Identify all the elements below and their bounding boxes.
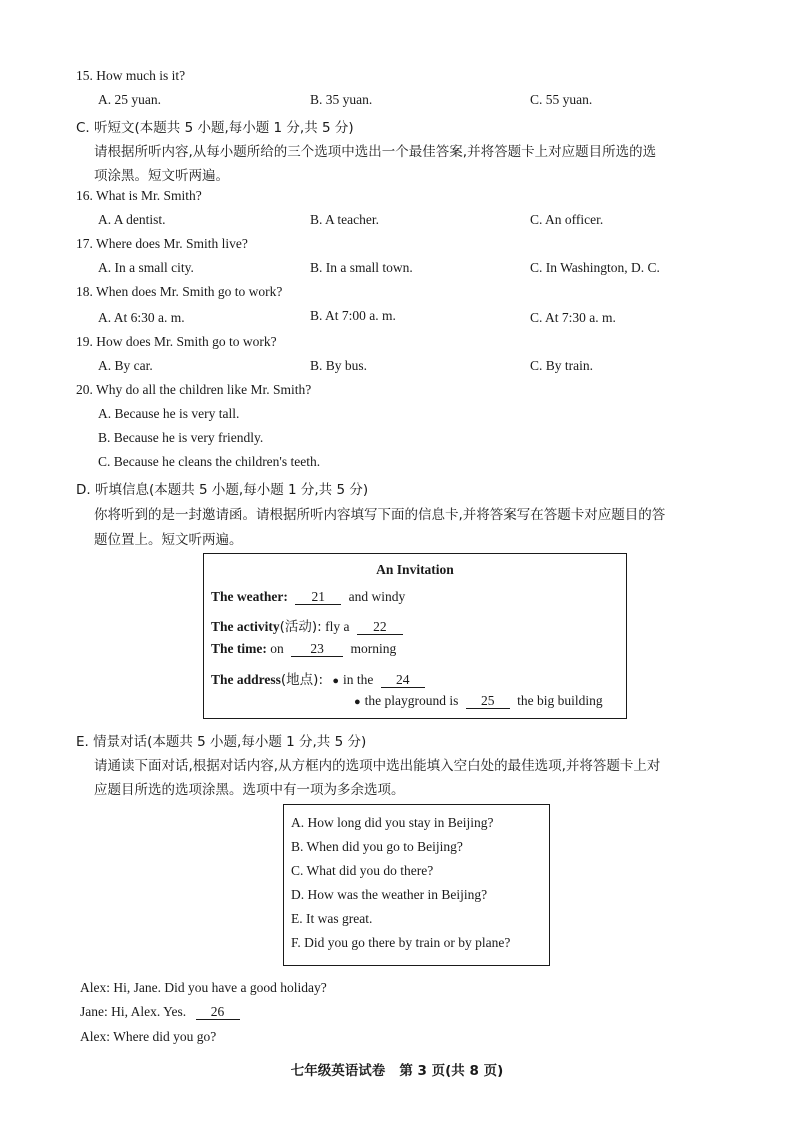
q16-option-c: C. An officer.: [530, 212, 604, 227]
invitation-title: An Invitation: [376, 562, 454, 577]
dialogue-line-3: Alex: Where did you go?: [80, 1029, 217, 1044]
weather-after-text: and windy: [348, 589, 406, 604]
section-e-heading: E. 情景对话(本题共 5 小题,每小题 1 分,共 5 分): [76, 734, 367, 750]
invitation-card: [203, 553, 627, 719]
bullet-icon: ●: [354, 696, 361, 708]
question-16-stem: 16. What is Mr. Smith?: [76, 188, 202, 203]
invitation-weather-row: [211, 589, 405, 605]
q20-option-a: A. Because he is very tall.: [98, 406, 240, 421]
section-d-instruction-line1: 你将听到的是一封邀请函。请根据所听内容填写下面的信息卡,并将答案写在答题卡对应题目的答: [94, 507, 666, 523]
option-d: D. How was the weather in Beijing?: [291, 887, 488, 902]
section-c-heading: C. 听短文(本题共 5 小题,每小题 1 分,共 5 分): [76, 120, 354, 136]
q16-option-a: A. A dentist.: [98, 212, 166, 227]
q19-option-b: B. By bus.: [310, 358, 368, 373]
address-line1-text: in the: [343, 672, 374, 687]
q20-option-b: B. Because he is very friendly.: [98, 430, 264, 445]
address-line2-text: the playground is: [364, 693, 459, 708]
q17-option-a: A. In a small city.: [98, 260, 194, 275]
section-c-instruction-line1: 请根据所听内容,从每小题所给的三个选项中选出一个最佳答案,并将答题卡上对应题目所选的选: [94, 144, 657, 160]
q20-option-c: C. Because he cleans the children's teeth.: [98, 454, 321, 469]
blank-22: 22: [357, 619, 403, 635]
section-d-instruction-line2: 题位置上。短文听两遍。: [94, 532, 243, 548]
q15-option-b: B. 35 yuan.: [310, 92, 373, 107]
time-text: on: [270, 641, 284, 656]
dialogue-line-2-text: Jane: Hi, Alex. Yes.: [80, 1004, 187, 1019]
question-18-stem: 18. When does Mr. Smith go to work?: [76, 284, 283, 299]
q19-option-a: A. By car.: [98, 358, 153, 373]
options-box: [283, 804, 550, 966]
section-e-instruction-line2: 应题目所选的选项涂黑。选项中有一项为多余选项。: [94, 782, 405, 798]
q18-option-a: A. At 6:30 a. m.: [98, 310, 185, 325]
time-after-text: morning: [350, 641, 397, 656]
option-f: F. Did you go there by train or by plane?: [291, 935, 511, 950]
section-e-instruction-line1: 请通读下面对话,根据对话内容,从方框内的选项中选出能填入空白处的最佳选项,并将答题卡上对: [94, 758, 661, 774]
option-c: C. What did you do there?: [291, 863, 434, 878]
q18-option-c: C. At 7:30 a. m.: [530, 310, 616, 325]
q15-option-a: A. 25 yuan.: [98, 92, 161, 107]
weather-label: The weather:: [211, 589, 288, 604]
time-label: The time:: [211, 641, 267, 656]
option-b: B. When did you go to Beijing?: [291, 839, 463, 854]
address-label: The address: [211, 672, 281, 687]
q17-option-b: B. In a small town.: [310, 260, 413, 275]
q18-option-b: B. At 7:00 a. m.: [310, 308, 396, 323]
q15-option-c: C. 55 yuan.: [530, 92, 593, 107]
dialogue-line-1: Alex: Hi, Jane. Did you have a good holiday?: [80, 980, 327, 995]
blank-25: 25: [466, 693, 510, 709]
blank-24: 24: [381, 672, 425, 688]
invitation-time-row: [211, 641, 396, 657]
blank-26: 26: [196, 1004, 240, 1020]
blank-23: 23: [291, 641, 343, 657]
q16-option-b: B. A teacher.: [310, 212, 379, 227]
activity-label: The activity: [211, 619, 280, 634]
invitation-activity-row: [211, 615, 403, 635]
q19-option-c: C. By train.: [530, 358, 593, 373]
address-cn-label: (地点):: [280, 672, 323, 688]
bullet-icon: ●: [332, 675, 340, 687]
blank-21: 21: [295, 589, 341, 605]
activity-text: fly a: [325, 619, 350, 634]
option-e: E. It was great.: [291, 911, 373, 926]
activity-cn-label: (活动):: [279, 619, 322, 635]
section-d-heading: D. 听填信息(本题共 5 小题,每小题 1 分,共 5 分): [76, 482, 369, 498]
q17-option-c: C. In Washington, D. C.: [530, 260, 660, 275]
question-17-stem: 17. Where does Mr. Smith live?: [76, 236, 248, 251]
question-20-stem: 20. Why do all the children like Mr. Smith?: [76, 382, 312, 397]
invitation-address-row2: [354, 693, 603, 709]
invitation-address-row: [211, 668, 425, 688]
question-19-stem: 19. How does Mr. Smith go to work?: [76, 334, 277, 349]
address-line2-after: the big building: [517, 693, 603, 708]
question-15-stem: 15. How much is it?: [76, 68, 186, 83]
section-c-instruction-line2: 项涂黑。短文听两遍。: [94, 168, 229, 184]
page-footer: 七年级英语试卷 第 3 页(共 8 页): [290, 1063, 504, 1079]
dialogue-line-2: [80, 1004, 240, 1020]
option-a: A. How long did you stay in Beijing?: [291, 815, 494, 830]
